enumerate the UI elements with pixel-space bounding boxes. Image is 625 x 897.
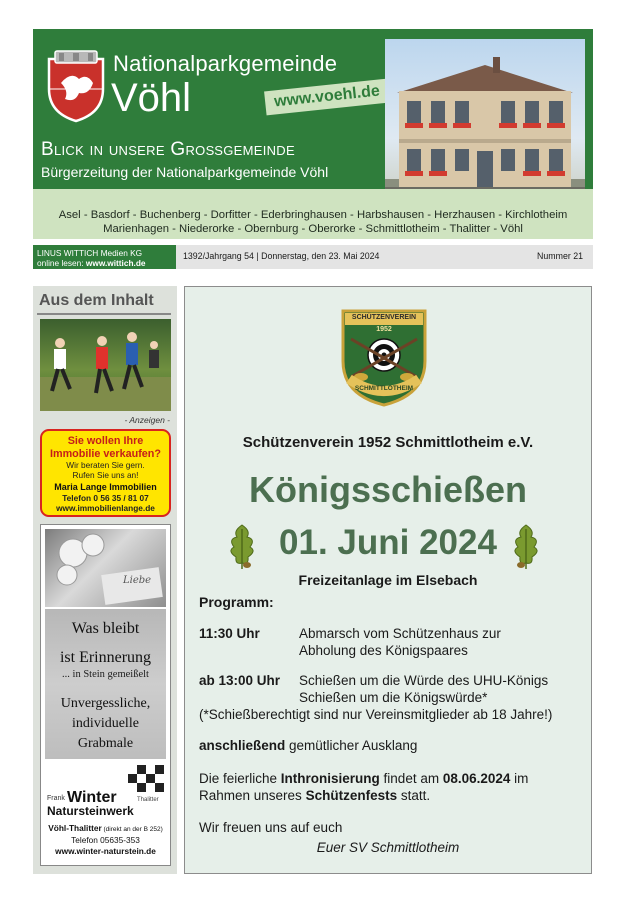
stone-quote-3: ... in Stein gemeißelt — [62, 669, 149, 680]
coat-of-arms-icon — [45, 49, 107, 123]
stone-claim-3: Grabmale — [77, 736, 134, 751]
brand-line-1: Nationalparkgemeinde — [113, 51, 338, 76]
real-estate-ad[interactable] — [40, 429, 171, 517]
issue-number: Nummer 21 — [537, 251, 583, 261]
coronation-paragraph — [199, 771, 583, 804]
website-link[interactable]: www.voehl.de — [264, 79, 390, 116]
text-run: Rahmen unseres — [199, 787, 306, 803]
stone-website[interactable]: www.winter-naturstein.de — [55, 846, 156, 856]
logo-place: Thalitter — [137, 797, 159, 803]
emblem-top-text: SCHÜTZENVEREIN — [351, 314, 417, 321]
stone-claim-1: Unvergessliche, — [60, 696, 151, 711]
text-run: Die feierliche — [199, 771, 281, 786]
winter-logo — [45, 763, 166, 821]
ad-headline-2: Immobilie verkaufen? — [49, 447, 161, 460]
signature: Euer SV Schmittlotheim — [316, 840, 460, 855]
villages-band — [33, 189, 593, 239]
stone-phone: Telefon 05635-353 — [71, 835, 140, 845]
logo-natursteinwerk: Natursteinwerk — [47, 804, 134, 818]
issue-info-bar — [33, 245, 593, 269]
sidebar-divider — [37, 313, 171, 315]
text-run-bold: Inthronisierung — [280, 771, 380, 786]
ad-line-2: Rufen Sie uns an! — [72, 470, 139, 480]
event-date: 01. Juni 2024 — [279, 523, 497, 562]
online-prefix: online lesen: — [37, 258, 86, 268]
text-run-bold: Schützenfests — [305, 787, 398, 803]
tagline: Blick in unsere Großgemeinde — [41, 139, 295, 160]
stone-quote-2: ist Erinnerung — [59, 649, 152, 666]
ad-website[interactable]: www.immobilienlange.de — [56, 503, 155, 513]
program-heading: Programm: — [199, 594, 274, 610]
publisher-box — [33, 245, 176, 269]
stone-address-main: Vöhl-Thalitter — [48, 823, 102, 833]
program-desc-line: Abholung des Königspaares — [299, 642, 468, 658]
ad-headline-1: Sie wollen Ihre — [67, 435, 144, 447]
event-title: Königsschießen — [248, 469, 528, 510]
emblem-bottom-text: SCHMITTLOTHEIM — [354, 385, 414, 392]
text-run: im — [510, 771, 529, 786]
ad-line-1: Wir beraten Sie gern. — [66, 460, 145, 470]
club-name: Schützenverein 1952 Schmittlotheim e.V. — [242, 434, 534, 451]
program-time: ab 13:00 Uhr — [199, 673, 281, 688]
text-run: statt. — [397, 787, 431, 803]
sidebar — [33, 286, 177, 874]
text-run: findet am — [379, 771, 443, 786]
ads-label: - Anzeigen - — [124, 415, 170, 425]
online-read-line — [37, 258, 172, 268]
masthead — [33, 29, 593, 189]
text-run-bold: 08.06.2024 — [442, 771, 511, 786]
stone-address-line — [41, 823, 170, 835]
stone-claim-2: individuelle — [72, 716, 139, 731]
afterwards-text: gemütlicher Ausklang — [285, 738, 418, 753]
stone-panel — [45, 609, 166, 759]
villages-line-1: Asel - Basdorf - Buchenberg - Dorfitter - Ederbringhausen - Harbshausen - Herzhausen - Kirchlotheim — [58, 209, 568, 221]
stonemason-ad[interactable] — [40, 524, 171, 866]
emblem-year: 1952 — [376, 326, 392, 333]
stone-address — [41, 823, 170, 857]
publisher-name: LINUS WITTICH Medien KG — [37, 248, 143, 258]
program-description — [299, 673, 599, 706]
eligibility-note: (*Schießberechtigt sind nur Vereinsmitglieder ab 18 Jahre!) — [199, 707, 553, 722]
ad-phone: Telefon 0 56 35 / 81 07 — [62, 493, 149, 503]
program-desc-line: Schießen um die Würde des UHU-Königs — [299, 673, 549, 688]
coronation-line-1 — [199, 771, 583, 788]
runners-photo — [40, 319, 171, 411]
stone-script: Liebe — [123, 575, 152, 586]
program-time: 11:30 Uhr — [199, 626, 260, 641]
afterwards-line — [199, 738, 583, 755]
subtagline: Bürgerzeitung der Nationalparkgemeinde Vöhl — [41, 164, 329, 180]
event-venue: Freizeitanlage im Elsebach — [298, 572, 478, 588]
stone-address-note: (direkt an der B 252) — [101, 826, 163, 833]
ad-company: Maria Lange Immobilien — [54, 482, 157, 492]
brand-line-2: Vöhl — [111, 76, 192, 120]
program-description — [299, 626, 599, 659]
stone-quote-1: Was bleibt — [71, 620, 140, 637]
sidebar-title: Aus dem Inhalt — [39, 292, 154, 309]
town-hall-photo — [385, 39, 585, 205]
event-announcement — [184, 286, 592, 874]
closing-line: Wir freuen uns auf euch — [199, 820, 343, 835]
afterwards-label: anschließend — [199, 738, 286, 753]
program-desc-line: Schießen um die Königswürde* — [299, 689, 488, 705]
program-desc-line: Abmarsch vom Schützenhaus zur — [299, 626, 501, 641]
villages-line-2: Marienhagen - Niederorke - Obernburg - Oberorke - Schmittlotheim - Thalitter - Vöhl — [103, 223, 523, 235]
coronation-line-2 — [199, 788, 583, 805]
issue-date: 1392/Jahrgang 54 | Donnerstag, den 23. Mai 2024 — [183, 251, 380, 261]
issue-details — [176, 245, 593, 269]
logo-frank: Frank — [47, 795, 65, 802]
publisher-link[interactable]: www.wittich.de — [85, 258, 146, 268]
roses-photo — [45, 529, 166, 607]
oak-leaf-icon — [509, 523, 543, 571]
logo-winter: Winter — [67, 789, 117, 806]
